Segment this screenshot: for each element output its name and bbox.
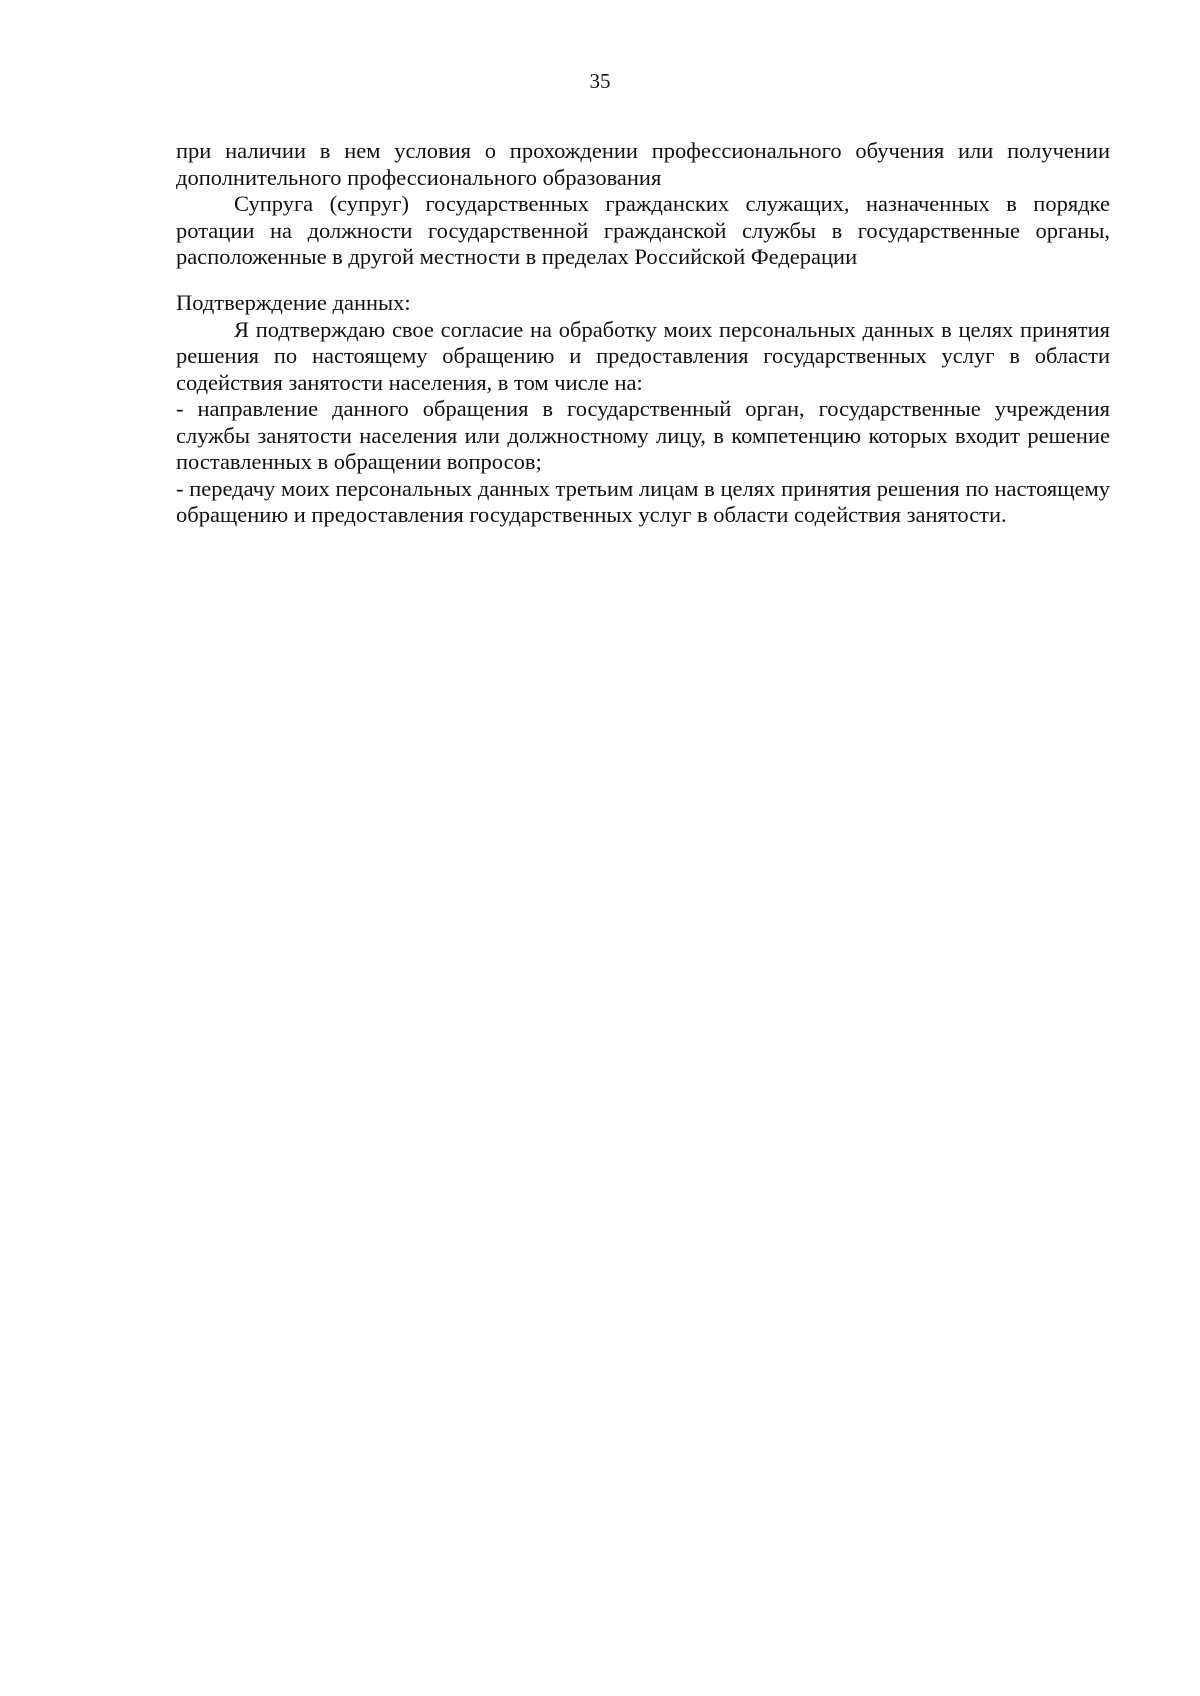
top-section [176, 138, 1110, 271]
consent-paragraph: Я подтверждаю свое согласие на обработку моих персональных данных в целях принятия решения по настоящему обращению и предоставления государственных услуг в области содействия занятости населения, в том числе на: [176, 316, 1110, 395]
consent-item-third-parties: - передачу моих персональных данных третьим лицам в целях принятия решения по настоящему обращению и предоставления государственных услуг в области содействия занятости. [176, 475, 1110, 527]
paragraph-spouse-rotation: Супруга (супруг) государственных гражданских служащих, назначенных в порядке ротации на должности государственной гражданской службы в государственные органы, расположенные в другой местности в пределах Российской Федерации [176, 191, 1110, 269]
paragraph-education-condition: при наличии в нем условия о прохождении профессионального обучения или получении дополнительного профессионального образования [176, 138, 1110, 190]
page-number: 35 [589, 69, 611, 93]
consent-item-forwarding: - направление данного обращения в государственный орган, государственные учреждения службы занятости населения или должностному лицу, в компетенцию которых входит решение поставленных в обращении вопросов; [176, 396, 1110, 474]
confirmation-heading: Подтверждение данных: [176, 290, 411, 315]
confirmation-section [176, 290, 1110, 529]
